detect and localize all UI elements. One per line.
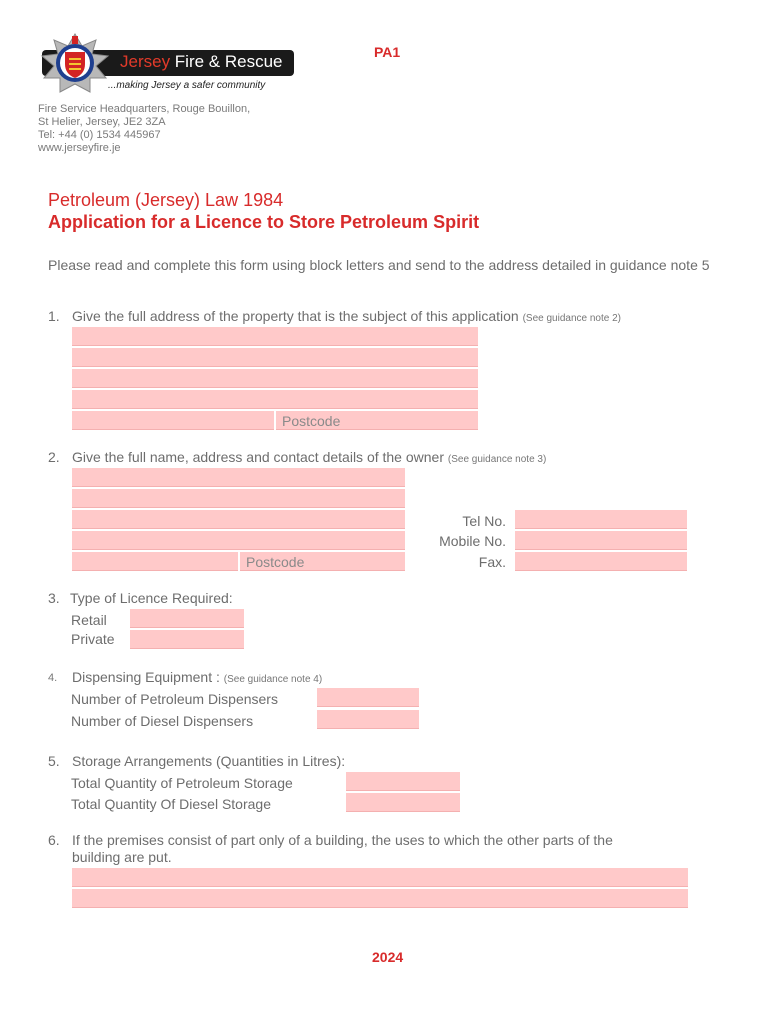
q5-diesel-label: Total Quantity Of Diesel Storage	[71, 796, 271, 812]
q1-address-line-5[interactable]	[72, 411, 274, 430]
q3-number: 3.	[48, 590, 60, 606]
q2-owner-line-2[interactable]	[72, 489, 405, 508]
address-line: Fire Service Headquarters, Rouge Bouillon,	[38, 103, 251, 115]
q1-label	[72, 308, 621, 324]
q4-number: 4.	[48, 672, 58, 684]
q3-retail-input[interactable]	[130, 609, 244, 628]
q2-tel-label: Tel No.	[462, 513, 506, 529]
q2-mobile-input[interactable]	[515, 531, 687, 550]
brand-name-jersey: Jersey	[120, 52, 171, 71]
q5-petroleum-label: Total Quantity of Petroleum Storage	[71, 775, 293, 791]
q1-note: (See guidance note 2)	[522, 313, 621, 324]
crest-icon	[38, 32, 112, 94]
intro-text: Please read and complete this form using block letters and send to the address detailed in guidance note 5	[48, 257, 710, 273]
q6-number: 6.	[48, 832, 60, 848]
q3-private-label: Private	[71, 631, 115, 647]
q6-label-line-2: building are put.	[72, 849, 172, 865]
q2-note: (See guidance note 3)	[447, 454, 547, 465]
brand-tagline: ...making Jersey a safer community	[108, 80, 266, 91]
q4-diesel-input[interactable]	[317, 710, 419, 729]
q4-label	[72, 669, 322, 685]
q2-number: 2.	[48, 449, 60, 465]
q3-retail-label: Retail	[71, 612, 107, 628]
address-line: www.jerseyfire.je	[38, 142, 121, 154]
q2-label	[72, 449, 546, 465]
application-title: Application for a Licence to Store Petroleum Spirit	[48, 212, 480, 232]
address-line: St Helier, Jersey, JE2 3ZA	[38, 116, 166, 128]
hq-address	[38, 103, 250, 155]
q4-petroleum-input[interactable]	[317, 688, 419, 707]
q1-number: 1.	[48, 308, 60, 324]
q5-number: 5.	[48, 753, 60, 769]
brand-logo	[38, 32, 294, 94]
q5-diesel-input[interactable]	[346, 793, 460, 812]
q6-uses-line-1[interactable]	[72, 868, 688, 887]
q2-tel-input[interactable]	[515, 510, 687, 529]
q2-postcode-label: Postcode	[246, 554, 305, 570]
q1-address-line-1[interactable]	[72, 327, 478, 346]
q1-postcode-label: Postcode	[282, 413, 341, 429]
q2-owner-line-5[interactable]	[72, 552, 238, 571]
q1-address-line-3[interactable]	[72, 369, 478, 388]
q3-label: Type of Licence Required:	[70, 590, 233, 606]
q2-fax-input[interactable]	[515, 552, 687, 571]
form-code: PA1	[374, 44, 401, 60]
q4-note: (See guidance note 4)	[223, 674, 323, 685]
q4-label-text: Dispensing Equipment :	[72, 669, 220, 685]
q6-uses-line-2[interactable]	[72, 889, 688, 908]
q2-label-text: Give the full name, address and contact details of the owner	[72, 449, 444, 465]
q2-owner-line-1[interactable]	[72, 468, 405, 487]
q2-owner-line-4[interactable]	[72, 531, 405, 550]
q1-address-line-4[interactable]	[72, 390, 478, 409]
q1-address-line-2[interactable]	[72, 348, 478, 367]
q5-label: Storage Arrangements (Quantities in Litres):	[72, 753, 346, 769]
brand-name	[120, 52, 283, 72]
address-line: Tel: +44 (0) 1534 445967	[38, 129, 161, 141]
q4-diesel-label: Number of Diesel Dispensers	[71, 713, 254, 729]
brand-name-rest: Fire & Rescue	[170, 52, 283, 71]
q6-label-line-1: If the premises consist of part only of a building, the uses to which the other parts of the	[72, 832, 613, 848]
q2-fax-label: Fax.	[478, 554, 506, 570]
q1-label-text: Give the full address of the property that is the subject of this application	[72, 308, 519, 324]
law-title: Petroleum (Jersey) Law 1984	[48, 190, 284, 210]
footer-year: 2024	[372, 949, 404, 965]
q4-petroleum-label: Number of Petroleum Dispensers	[71, 691, 278, 707]
q5-petroleum-input[interactable]	[346, 772, 460, 791]
q2-mobile-label: Mobile No.	[439, 533, 506, 549]
q2-owner-line-3[interactable]	[72, 510, 405, 529]
q3-private-input[interactable]	[130, 630, 244, 649]
